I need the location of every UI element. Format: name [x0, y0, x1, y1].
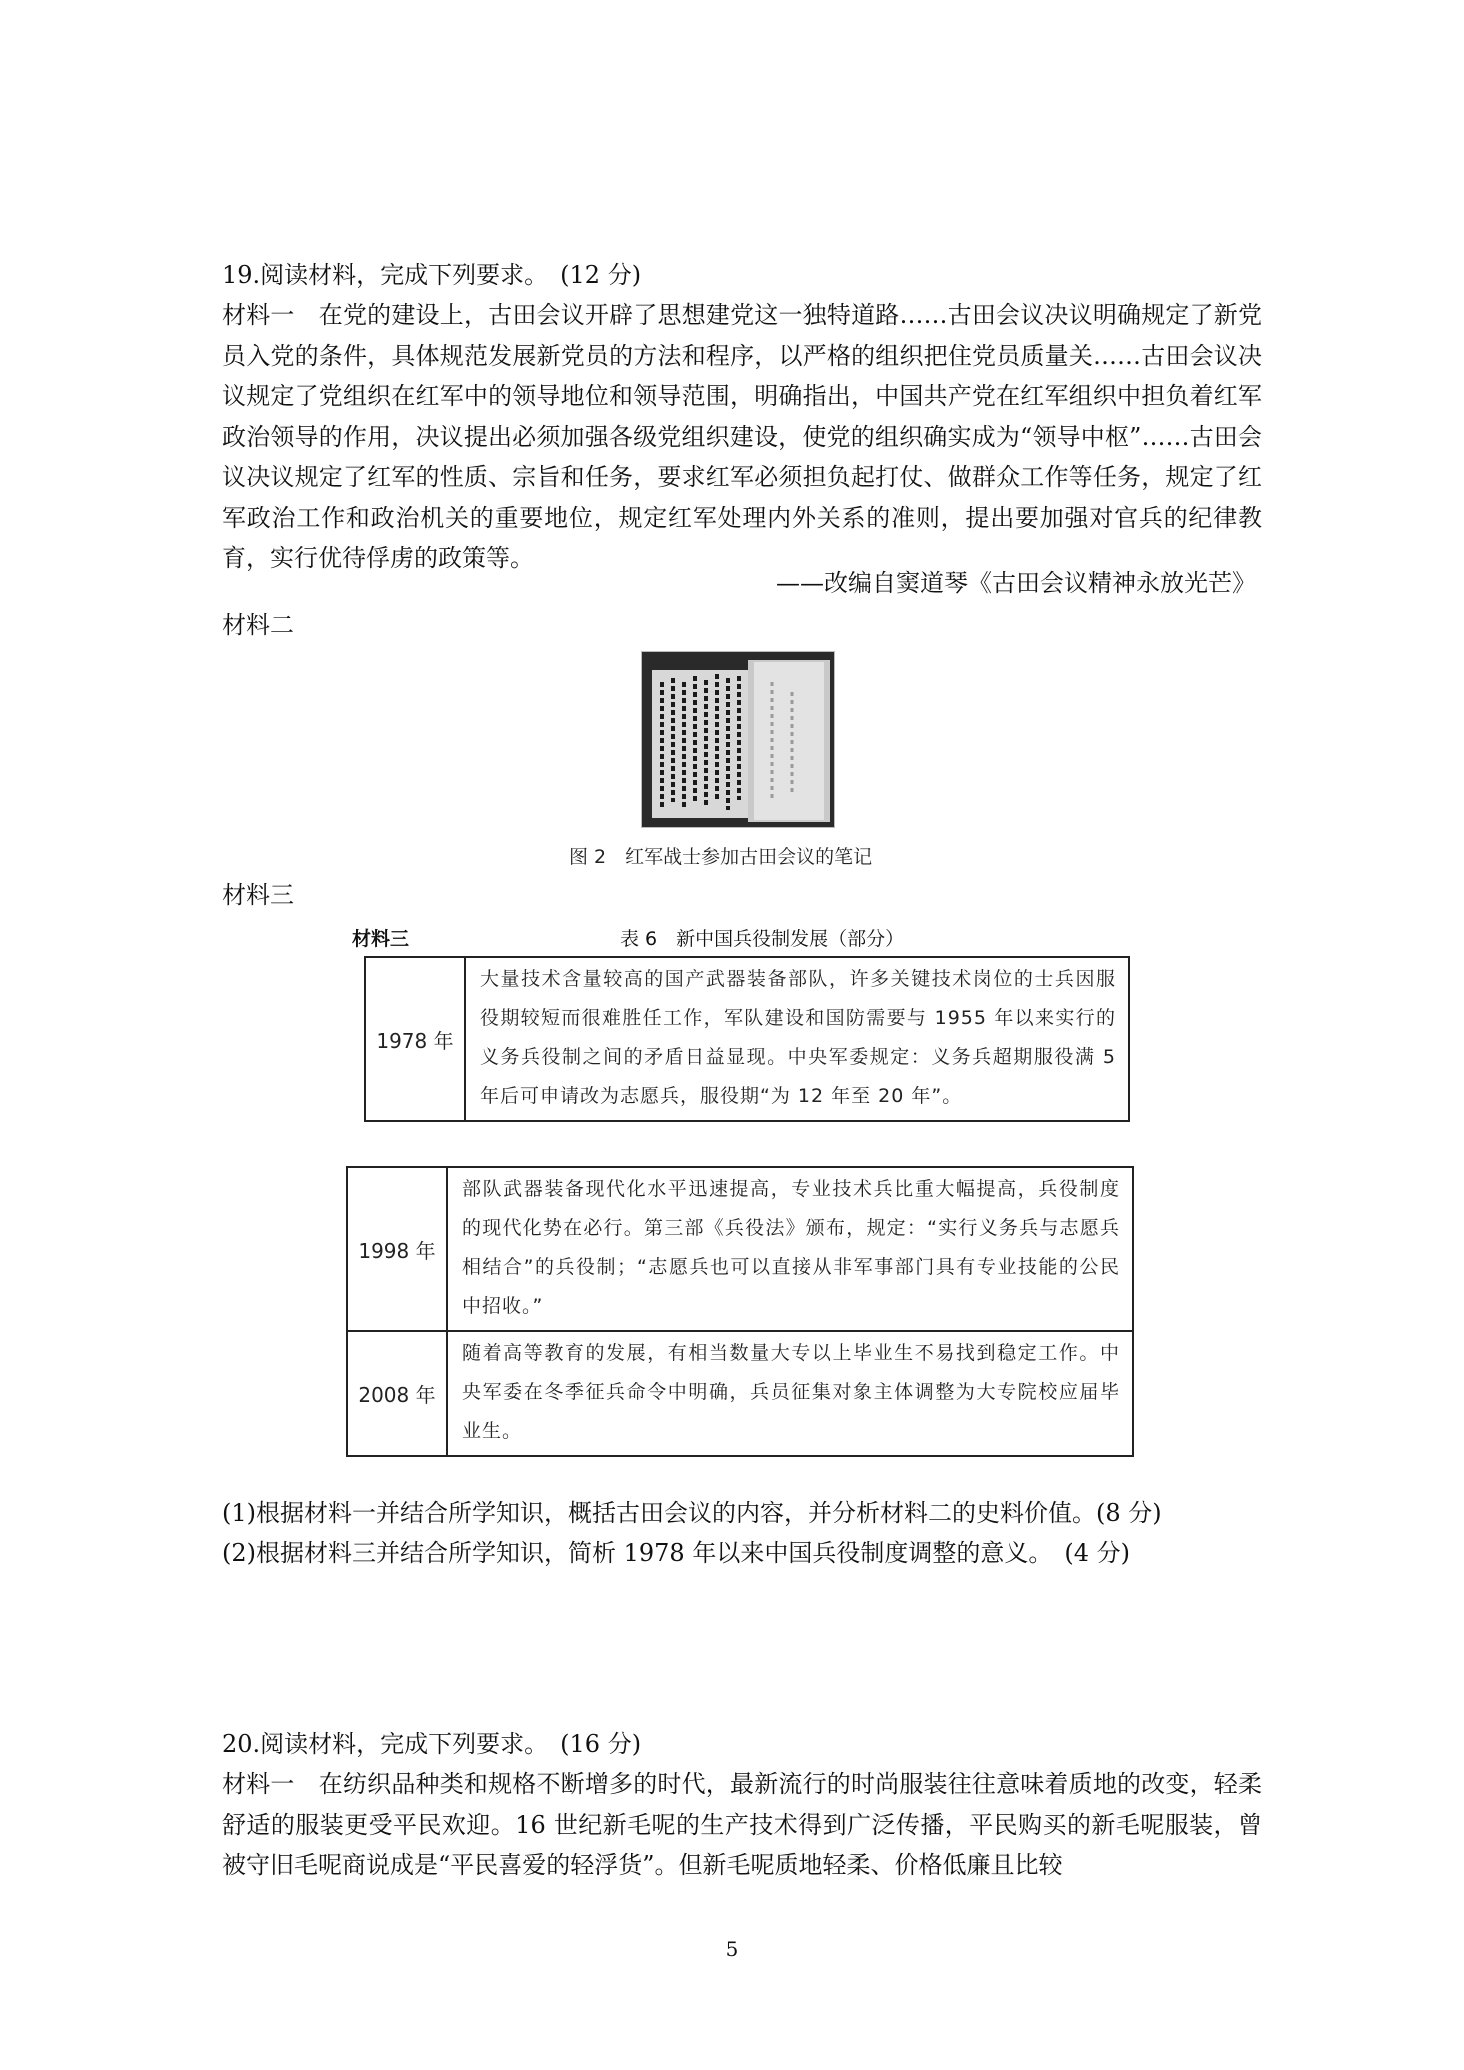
table-year-cell: 2008 年	[347, 1331, 447, 1456]
q20-material-1: 材料一 在纺织品种类和规格不断增多的时代，最新流行的时尚服装往往意味着质地的改变，轻柔舒适的服装更受平民欢迎。16 世纪新毛呢的生产技术得到广泛传播，平民购买的新毛呢服装，曾被守旧毛呢商说成是“平民喜爱的轻浮货”。但新毛呢质地轻柔、价格低廉且比较	[222, 1770, 1262, 1879]
table-text-cell: 大量技术含量较高的国产武器装备部队，许多关键技术岗位的士兵因服役期较短而很难胜任工作，军队建设和国防需要与 1955 年以来实行的义务兵役制之间的矛盾日益显现。中央军委规定：义务兵超期服役满 5 年后可申请改为志愿兵，服役期“为 12 年至 20 年”。	[465, 957, 1129, 1121]
question-20-title: 20.阅读材料，完成下列要求。 (16 分)	[222, 1730, 642, 1758]
table-text-cell: 部队武器装备现代化水平迅速提高，专业技术兵比重大幅提高，兵役制度的现代化势在必行。第三部《兵役法》颁布，规定：“实行义务兵与志愿兵相结合”的兵役制；“志愿兵也可以直接从非军事部门具有专业技能的公民中招收。”	[447, 1167, 1133, 1331]
page-number: 5	[725, 1937, 739, 1961]
figure-caption: 图 2 红军战士参加古田会议的笔记	[569, 846, 873, 868]
table-text-cell: 随着高等教育的发展，有相当数量大专以上毕业生不易找到稳定工作。中央军委在冬季征兵命令中明确，兵员征集对象主体调整为大专院校应届毕业生。	[447, 1331, 1133, 1456]
table-caption: 表 6 新中国兵役制发展（部分）	[620, 928, 905, 950]
q19-subquestion-1: (1)根据材料一并结合所学知识，概括古田会议的内容，并分析材料二的史料价值。(8 分)	[222, 1499, 1162, 1527]
notes-photo	[641, 651, 835, 828]
military-service-table-1998-2008	[346, 1166, 1134, 1457]
q19-material-1-source: ——改编自窦道琴《古田会议精神永放光芒》	[776, 569, 1256, 597]
table-material-label: 材料三	[352, 928, 410, 950]
table-year-cell: 1998 年	[347, 1167, 447, 1331]
q19-material-1: 材料一 在党的建设上，古田会议开辟了思想建党这一独特道路……古田会议决议明确规定了新党员入党的条件，具体规范发展新党员的方法和程序，以严格的组织把住党员质量关……古田会议决议规定了党组织在红军中的领导地位和领导范围，明确指出，中国共产党在红军组织中担负着红军政治领导的作用，决议提出必须加强各级党组织建设，使党的组织确实成为“领导中枢”……古田会议决议规定了红军的性质、宗旨和任务，要求红军必须担负起打仗、做群众工作等任务，规定了红军政治工作和政治机关的重要地位，规定红军处理内外关系的准则，提出要加强对官兵的纪律教育，实行优待俘虏的政策等。	[222, 301, 1262, 572]
question-19-title: 19.阅读材料，完成下列要求。 (12 分)	[222, 261, 642, 289]
table-year-cell: 1978 年	[365, 957, 465, 1121]
q19-material-2-label: 材料二	[222, 611, 294, 639]
military-service-table-1978	[364, 956, 1130, 1122]
table-row	[347, 1167, 1133, 1331]
q19-subquestion-2: (2)根据材料三并结合所学知识，简析 1978 年以来中国兵役制度调整的意义。 (4 分)	[222, 1539, 1130, 1567]
q19-material-3-label: 材料三	[222, 881, 294, 909]
table-row	[347, 1331, 1133, 1456]
table-row	[365, 957, 1129, 1121]
